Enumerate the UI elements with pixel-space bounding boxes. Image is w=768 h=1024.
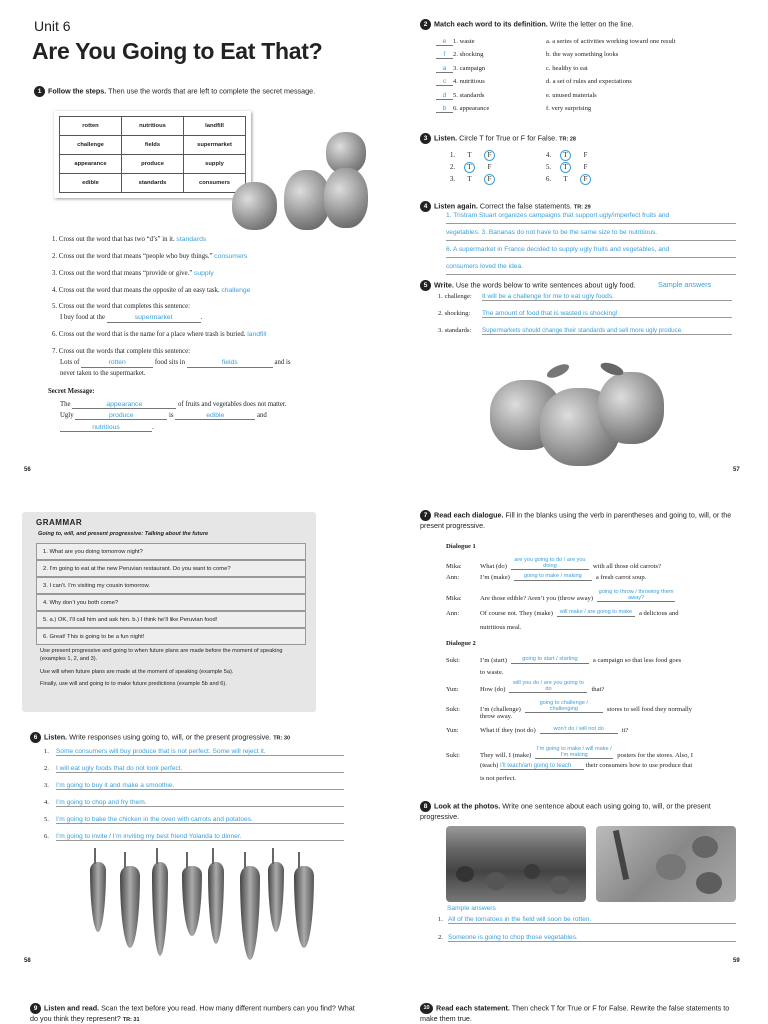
page-title: Are You Going to Eat That?	[32, 38, 323, 64]
carrots-photo	[90, 848, 320, 958]
step-3: 3. Cross out the word that means “provide or give.” supply	[52, 270, 214, 277]
dialogue-blank[interactable]: won’t do / will not do	[540, 727, 618, 734]
tf-item[interactable]: 6. T F	[546, 174, 600, 186]
step-4: 4. Cross out the word that means the opposite of an easy task. challenge	[52, 287, 251, 294]
dialogue-2-throw: throw away.	[480, 713, 513, 720]
grammar-subtitle: Going to, will, and present progressive: Talking about the future	[38, 531, 209, 537]
word-table-card	[54, 111, 251, 198]
dialogue-line: Mika: What (do)are you going to do / are you doing with all those old carrots?	[446, 557, 662, 571]
dialogue-1-continuation: nutritious meal.	[480, 624, 522, 631]
true-false-grid	[450, 150, 610, 186]
step-7-continuation: never taken to the supermarket.	[60, 370, 146, 377]
dialogue-line: Mika: Are those edible? Aren’t you (throw away)going to throw / throwing them away?	[446, 589, 674, 603]
step-5-blank[interactable]: supermarket	[107, 314, 201, 323]
dialogue-line: Ann: Of course not. They (make) will make / are going to make a delicious and	[446, 609, 679, 617]
tf-option-f: F	[580, 174, 591, 185]
carrot	[240, 866, 260, 960]
grammar-examples: 1. What are you doing tomorrow night? 2. I’m going to eat at the new Peruvian restaurant. Do you want to come? 3. I can’t. I’m visiting my cousin tomorrow. 4. Why don’t you both come? 5. a.) OK, I’ll call him and ask him. b.) I think he’ll like Peruvian food! 6. Great! This is going to be a fun night!	[36, 543, 306, 645]
step-2: 2. Cross out the word that means “people who buy things.” consumers	[52, 253, 248, 260]
carrot	[182, 866, 202, 936]
dialogue-line: Suki: I’m (challenge)going to challenge / challenging stores to sell food they normally	[446, 700, 692, 714]
carrot	[294, 866, 314, 948]
grammar-notes: Use present progressive and going to when future plans are made before the moment of speaking (examples 1, 2, and 3). Use will when future plans are made at the moment of speaking (example 5a). Finally, use will and going to to make future predictions (example 5b and 6).	[40, 648, 283, 688]
tf-item[interactable]: 4. T F	[546, 150, 600, 162]
dialogue-blank[interactable]: will you do / are you going to do	[509, 681, 587, 693]
carrot	[268, 862, 284, 932]
exercise-3-instruction: 3 Listen. Circle T for True or F for False. TR: 28	[420, 133, 576, 144]
tf-item[interactable]: 3. T F	[450, 174, 504, 186]
dialogue-blank[interactable]: going to start / starting	[511, 657, 589, 664]
dialogue-blank[interactable]: are you going to do / are you doing	[511, 558, 589, 570]
dialogue-2-last: is not perfect.	[480, 775, 517, 782]
secret-blank-4[interactable]: nutritious	[60, 424, 152, 432]
tf-option-f: F	[583, 164, 588, 171]
dialogue-line: Suki: I’m (start) going to start / starting a campaign so that less food goes	[446, 656, 682, 664]
carrot	[208, 862, 224, 944]
secret-blank-3[interactable]: edible	[175, 412, 255, 420]
page-number-59: 59	[733, 958, 740, 964]
dialogue-blank[interactable]: I’m going to make / will make / I’m making	[536, 746, 612, 758]
dialogue-1	[446, 554, 746, 634]
step-6: 6. Cross out the word that is the name for a place where trash is buried. landfill	[52, 331, 267, 338]
grammar-box	[22, 512, 316, 712]
grammar-title: GRAMMAR	[36, 518, 83, 527]
tomatoes-field-photo	[446, 826, 586, 902]
tf-option-t: T	[560, 150, 571, 161]
tf-item[interactable]: 1. T F	[450, 150, 504, 162]
word-table: rotten nutritious landfill challenge fields supermarket appearance produce supply edible standards consumers	[59, 116, 246, 193]
step-1: 1. Cross out the word that has two “d’s” in it. standards	[52, 236, 207, 243]
tf-option-t: T	[467, 152, 472, 159]
tf-item[interactable]: 2. T F	[450, 162, 504, 174]
page-number-57: 57	[733, 467, 740, 473]
chopping-vegetables-photo	[596, 826, 736, 902]
exercise-7-instruction: 7 Read each dialogue. Fill in the blanks using the verb in parentheses and going to, will, or the present progressive.	[420, 510, 732, 530]
dialogue-line: Suki: They will. I (make)I’m going to make / will make / I’m making posters for the stores. Also, I	[446, 746, 693, 760]
tf-option-t: T	[560, 162, 571, 173]
dialogue-blank[interactable]: going to throw / throwing them away?	[598, 589, 674, 601]
tf-option-f: F	[583, 152, 588, 159]
dialogue-2-waste: to waste.	[480, 669, 504, 676]
exercise-number: 1	[34, 86, 45, 97]
page-number-56: 56	[24, 467, 31, 473]
tf-option-t: T	[467, 176, 472, 183]
carrot	[120, 866, 140, 948]
carrot	[152, 862, 168, 956]
dialogue-2-label: Dialogue 2	[446, 640, 476, 647]
exercise-1-instruction: 1 Follow the steps. Then use the words that are left to complete the secret message.	[34, 86, 364, 97]
ugly-fruit-photo	[490, 358, 670, 468]
dialogue-blank[interactable]: going to make / making	[514, 574, 592, 581]
tf-option-f: F	[484, 150, 495, 161]
dialogue-2-teach: (teach) I’ll teach/am going to teach their consumers how to use produce that	[480, 762, 693, 769]
tf-option-t: T	[464, 162, 475, 173]
exercise-9-instruction: 9 Listen and read. Scan the text before you read. How many different numbers can you find? What do you think they represent? TR: 31	[30, 1003, 355, 1023]
apples-photo	[232, 130, 372, 235]
exercise-8-sample: Sample answers	[447, 905, 496, 912]
exercise-6-instruction: 6 Listen. Write responses using going to, will, or the present progressive. TR: 30	[30, 732, 350, 743]
secret-message-label: Secret Message:	[48, 388, 95, 395]
tf-option-f: F	[487, 164, 492, 171]
step-5: 5. Cross out the word that completes this sentence:	[52, 303, 190, 310]
dialogue-line: Ann: I’m (make) going to make / making a fresh carrot soup.	[446, 573, 647, 581]
exercise-2-instruction: 2 Match each word to its definition. Write the letter on the line.	[420, 19, 750, 30]
step-7-blank-2[interactable]: fields	[187, 359, 273, 368]
exercise-4-instruction: 4 Listen again. Correct the false statements. TR: 29	[420, 201, 591, 212]
exercise-5-instruction: 5 Write. Use the words below to write sentences about ugly food. Sample answers	[420, 280, 740, 291]
dialogue-line: Yun: How (do)will you do / are you going to do that?	[446, 680, 605, 694]
dialogue-line: Yun: What if they (not do) won’t do / will not do it?	[446, 726, 629, 734]
step-7: 7. Cross out the words that complete this sentence:	[52, 348, 190, 355]
tf-option-f: F	[484, 174, 495, 185]
dialogue-blank[interactable]: going to challenge / challenging	[525, 701, 603, 713]
exercise-8-instruction: 8 Look at the photos. Write one sentence about each using going to, will, or the present progressive.	[420, 801, 711, 821]
step-7-blank-1[interactable]: rotten	[81, 359, 153, 368]
exercise-10-instruction: 10 Read each statement. Then check T for True or F for False. Rewrite the false statements to make them true.	[420, 1003, 730, 1023]
carrot	[90, 862, 106, 932]
dialogue-blank[interactable]: will make / are going to make	[557, 610, 635, 617]
step-5-sentence: I buy food at the supermarket .	[60, 314, 202, 323]
tf-item[interactable]: 5. T F	[546, 162, 600, 174]
dialogue-1-label: Dialogue 1	[446, 543, 476, 550]
secret-blank-2[interactable]: produce	[75, 412, 167, 420]
step-7-sentence: Lots of rotten food sits in fields and is	[60, 359, 291, 368]
secret-blank-1[interactable]: appearance	[72, 401, 176, 409]
tf-option-t: T	[563, 176, 568, 183]
unit-label: Unit 6	[34, 18, 71, 34]
page-number-58: 58	[24, 958, 31, 964]
